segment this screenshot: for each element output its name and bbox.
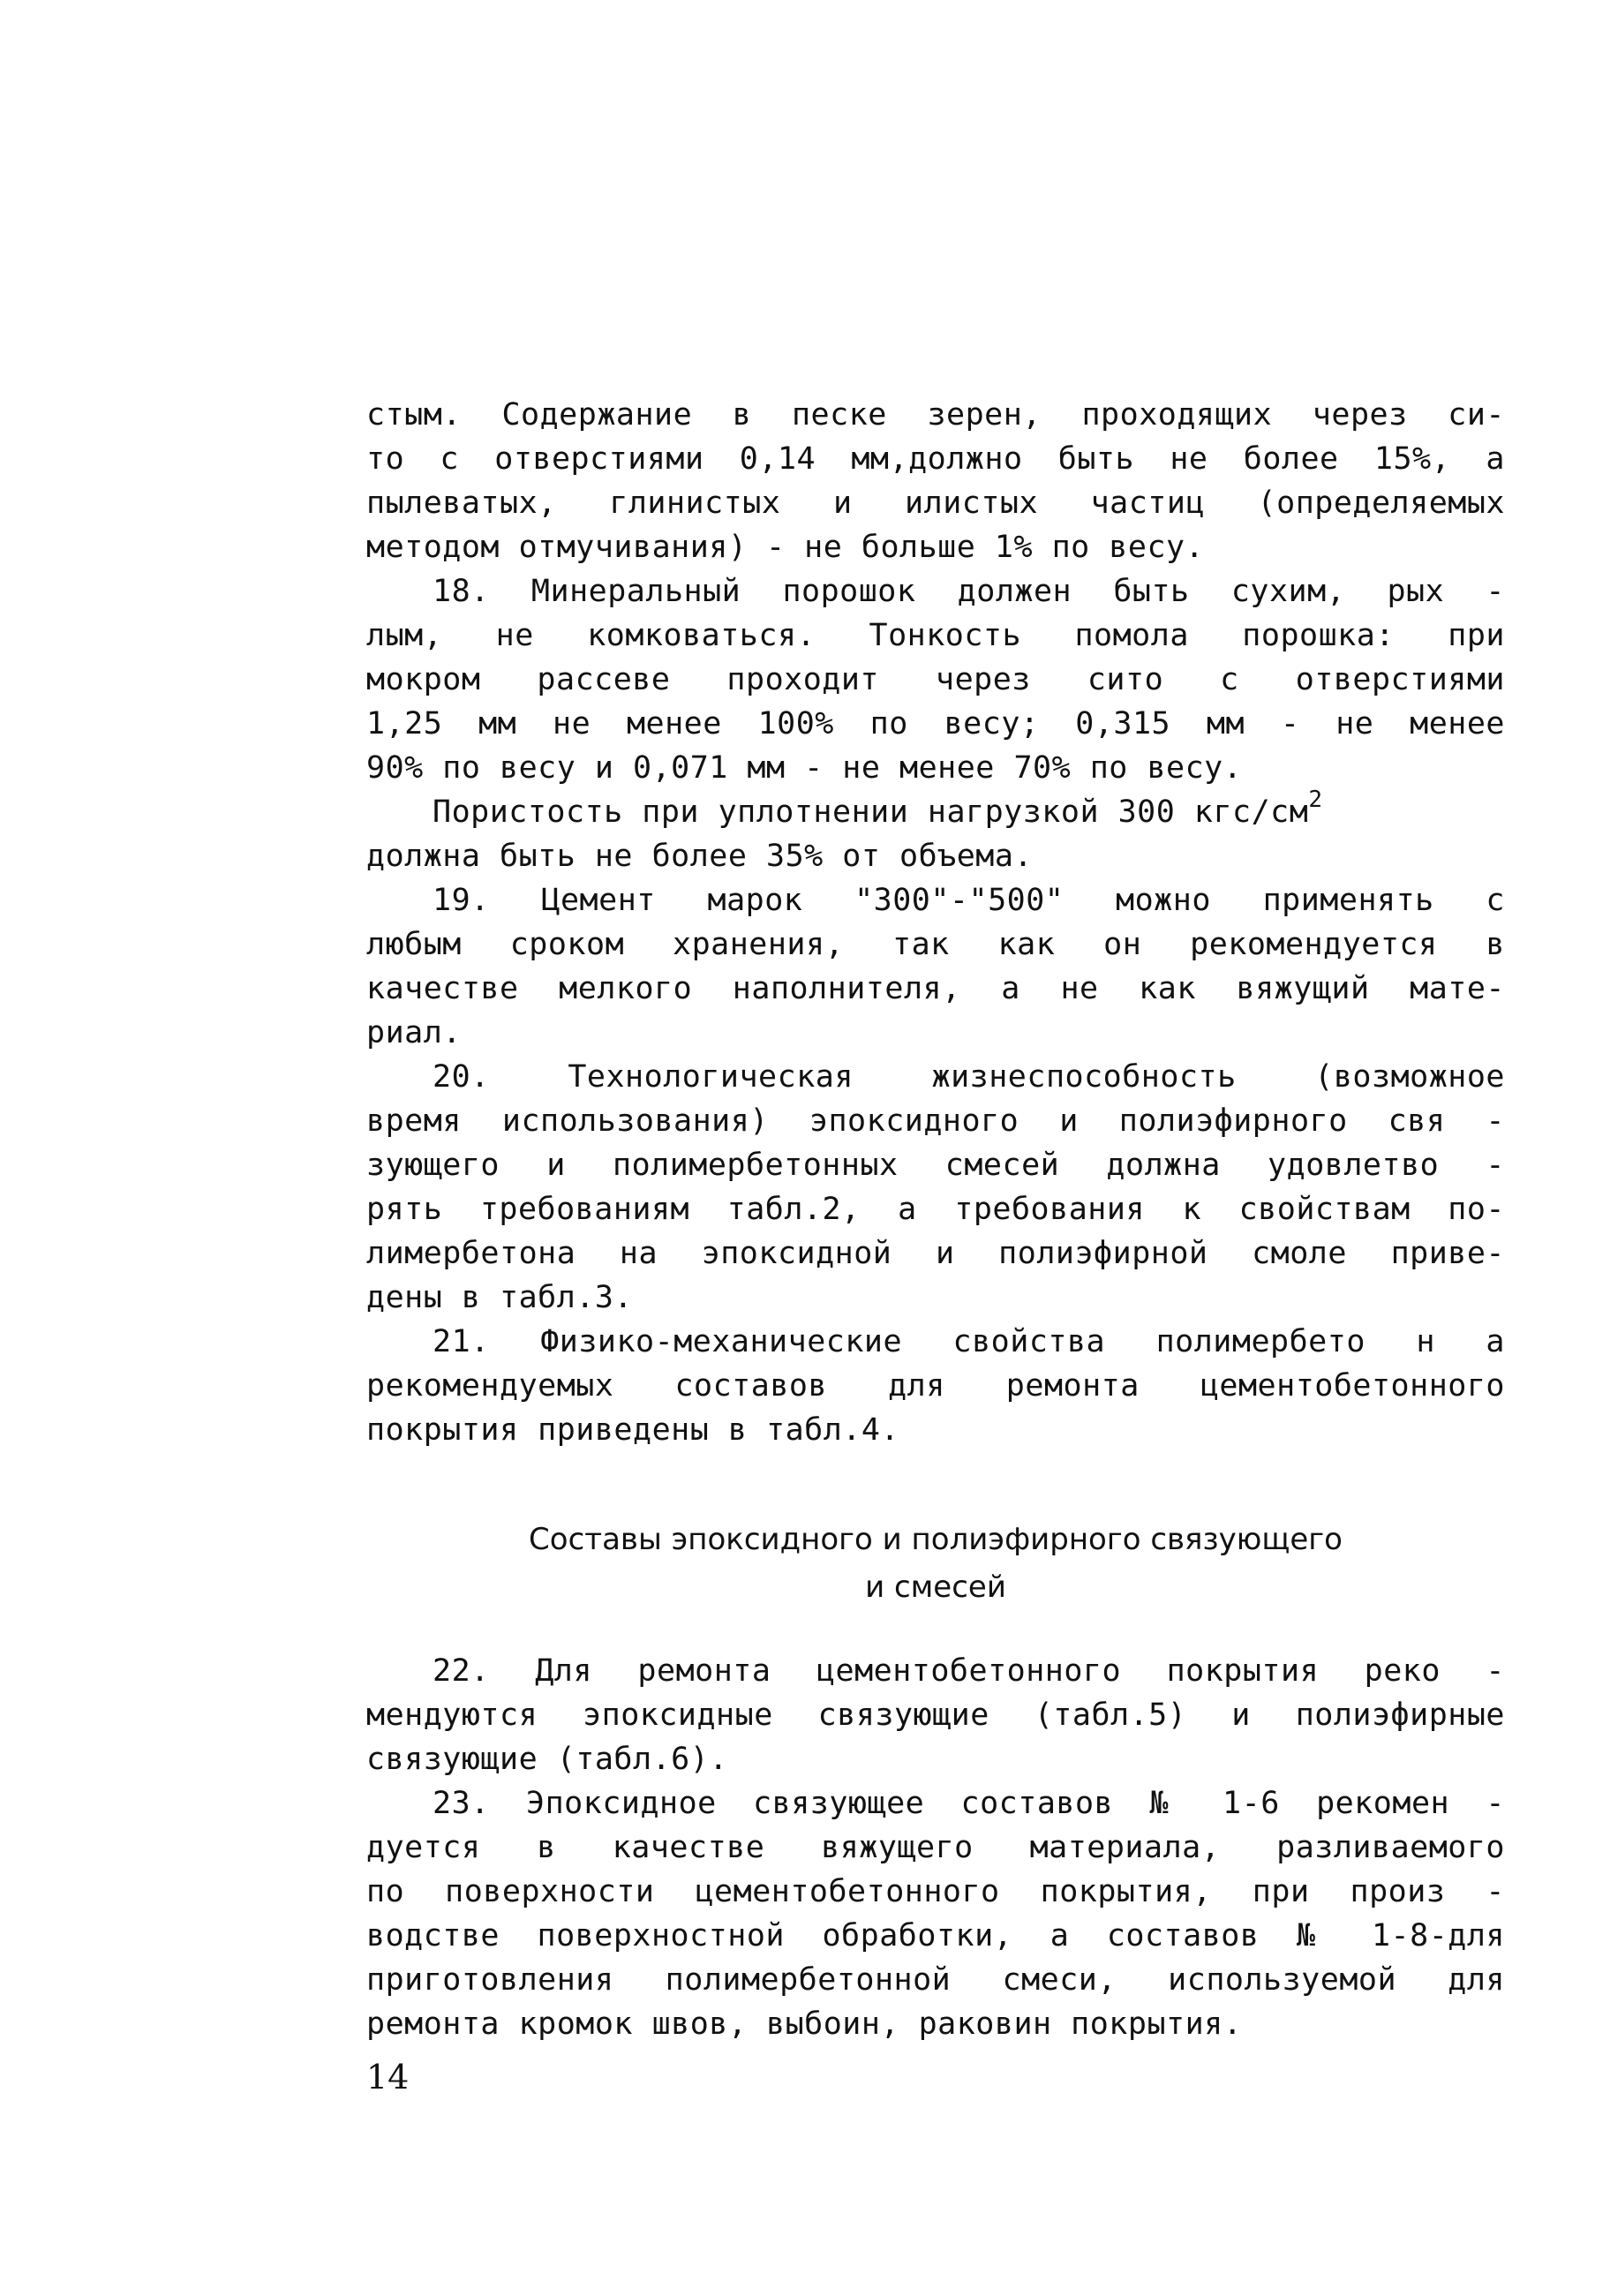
porosity-line-1 [433, 787, 1505, 834]
paragraph-23-line-5: приготовления полимербетонной смеси, используемой для [366, 1962, 1505, 1998]
paragraph-17-line-3: пылеватых, глинистых и илистых частиц (определяемых [366, 486, 1505, 521]
paragraph-22-line-3: связующие (табл.6). [366, 1742, 728, 1777]
paragraph-20-line-3: зующего и полимербетонных смесей должна удовлетво - [366, 1148, 1505, 1183]
paragraph-20-line-4: рять требованиям табл.2, а требования к свойствам по- [366, 1192, 1505, 1227]
paragraph-18-line-3: мокром рассеве проходит через сито с отверстиями [366, 662, 1505, 697]
paragraph-18-line-2: лым, не комковаться. Тонкость помола порошка: при [366, 618, 1505, 653]
porosity-text: Пористость при уплотнении нагрузкой 300 кгс/см [433, 794, 1309, 830]
section-heading-line-1: Составы эпоксидного и полиэфирного связующего [529, 1522, 1343, 1557]
paragraph-18-line-1: 18. Минеральный порошок должен быть сухим, рых - [433, 574, 1505, 609]
paragraph-20-line-6: дены в табл.3. [366, 1280, 634, 1315]
paragraph-20-line-5: лимербетона на эпоксидной и полиэфирной смоле приве- [366, 1236, 1505, 1271]
paragraph-23-line-2: дуется в качестве вяжущего материала, разливаемого [366, 1830, 1505, 1865]
paragraph-23-line-4: водстве поверхностной обработки, а составов № 1-8-для [366, 1918, 1505, 1953]
paragraph-22-line-2: мендуются эпоксидные связующие (табл.5) и полиэфирные [366, 1698, 1505, 1733]
paragraph-19-line-4: риал. [366, 1015, 462, 1050]
paragraph-19-line-1: 19. Цемент марок "300"-"500" можно применять с [433, 883, 1505, 918]
paragraph-21-line-3: покрытия приведены в табл.4. [366, 1412, 900, 1448]
paragraph-23-line-1: 23. Эпоксидное связующее составов № 1-6 рекомен - [433, 1786, 1505, 1821]
paragraph-17-line-1: стым. Содержание в песке зерен, проходящих через си- [366, 397, 1505, 433]
paragraph-21-line-1: 21. Физико-механические свойства полимербето н а [433, 1324, 1505, 1359]
paragraph-20-line-2: время использования) эпоксидного и полиэфирного свя - [366, 1103, 1505, 1139]
paragraph-19-line-3: качестве мелкого наполнителя, а не как вяжущий мате- [366, 971, 1505, 1006]
paragraph-22-line-1: 22. Для ремонта цементобетонного покрытия реко - [433, 1653, 1505, 1689]
paragraph-20-line-1: 20. Технологическая жизнеспособность (возможное [433, 1059, 1505, 1095]
paragraph-19-line-2: любым сроком хранения, так как он рекомендуется в [366, 927, 1505, 962]
page-number: 14 [366, 2058, 410, 2097]
paragraph-21-line-2: рекомендуемых составов для ремонта цементобетонного [366, 1368, 1505, 1404]
paragraph-17-line-2: то с отверстиями 0,14 мм,должно быть не более 15%, а [366, 441, 1505, 477]
porosity-line-2: должна быть не более 35% от объема. [366, 839, 1034, 874]
paragraph-18-line-4: 1,25 мм не менее 100% по весу; 0,315 мм - не менее [366, 706, 1505, 741]
section-heading-line-2: и смесей [865, 1570, 1006, 1605]
paragraph-23-line-3: по поверхности цементобетонного покрытия, при произ - [366, 1874, 1505, 1909]
paragraph-23-line-6: ремонта кромок швов, выбоин, раковин покрытия. [366, 2006, 1243, 2042]
paragraph-18-line-5: 90% по весу и 0,071 мм - не менее 70% по весу. [366, 750, 1243, 786]
superscript-2: 2 [1308, 787, 1323, 814]
paragraph-17-line-4: методом отмучивания) - не больше 1% по весу. [366, 530, 1205, 565]
